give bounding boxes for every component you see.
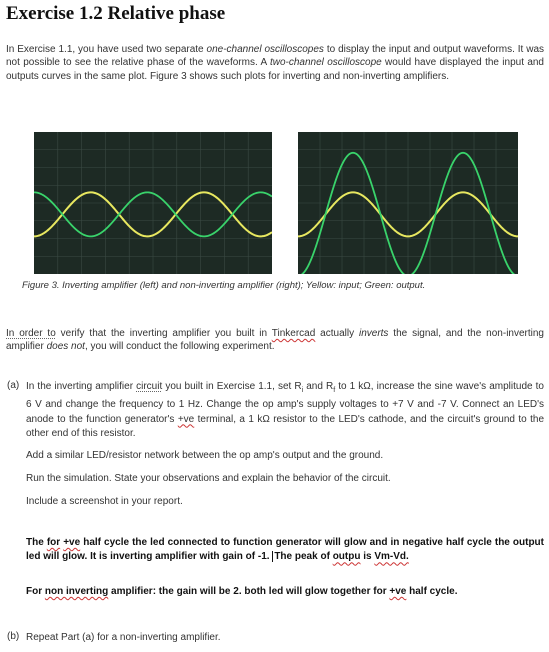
- part-b-label: (b): [7, 631, 20, 642]
- page-title: Exercise 1.2 Relative phase: [6, 3, 226, 24]
- order-paragraph: In order to verify that the inverting amplifier you built in Tinkercad actually inverts the signal, and the non-inverting amplifier does not, you will conduct the following experiment.: [6, 328, 544, 353]
- intro-paragraph: In Exercise 1.1, you have used two separate one-channel oscilloscopes to display the input and output waveforms. It was not possible to see the relative phase of the waveforms. A two-channel oscilloscope would have displayed the input and outputs curves in the same plot. Figure 3 shows such plots for inverting and non-inverting amplifiers.: [6, 44, 545, 82]
- part-a-line2: Add a similar LED/resistor network between the op amp's output and the ground.: [26, 450, 384, 461]
- part-a-line4: Include a screenshot in your report.: [26, 496, 183, 507]
- answer-paragraph-2: For non inverting amplifier: the gain will be 2. both led will glow together for +ve half cycle.: [26, 586, 458, 597]
- answer-paragraph-1: The for +ve half cycle the led connected to function generator will glow and in negative half cycle the output led will glow. It is inverting amplifier with gain of -1. The peak of outpu is Vm-Vd.: [26, 537, 544, 563]
- part-a-label: (a): [7, 380, 20, 391]
- oscilloscope-inverting: [34, 132, 272, 274]
- part-a-text: In the inverting amplifier circuit you built in Exercise 1.1, set $R_i$ and $R_f$ to 1 kΩ, increase the sine wave's amplitude to 6 V and change the frequency to 1 Hz. Change the op amp's supply voltages to +7 V and -7 V. Connect an LED's anode to the function generator's +ve terminal, a 1 kΩ resistor to the LED's cathode, and the circuit's ground to the other end of this resistor.: [26, 381, 545, 439]
- inverting-scope-plot: [34, 132, 272, 274]
- noninverting-scope-plot: [298, 132, 518, 274]
- part-a-line3: Run the simulation. State your observations and explain the behavior of the circuit.: [26, 473, 391, 484]
- figure-caption: Figure 3. Inverting amplifier (left) and non-inverting amplifier (right); Yellow: input; Green: output.: [22, 280, 426, 291]
- part-b-text: Repeat Part (a) for a non-inverting amplifier.: [26, 632, 221, 643]
- oscilloscope-noninverting: [298, 132, 518, 274]
